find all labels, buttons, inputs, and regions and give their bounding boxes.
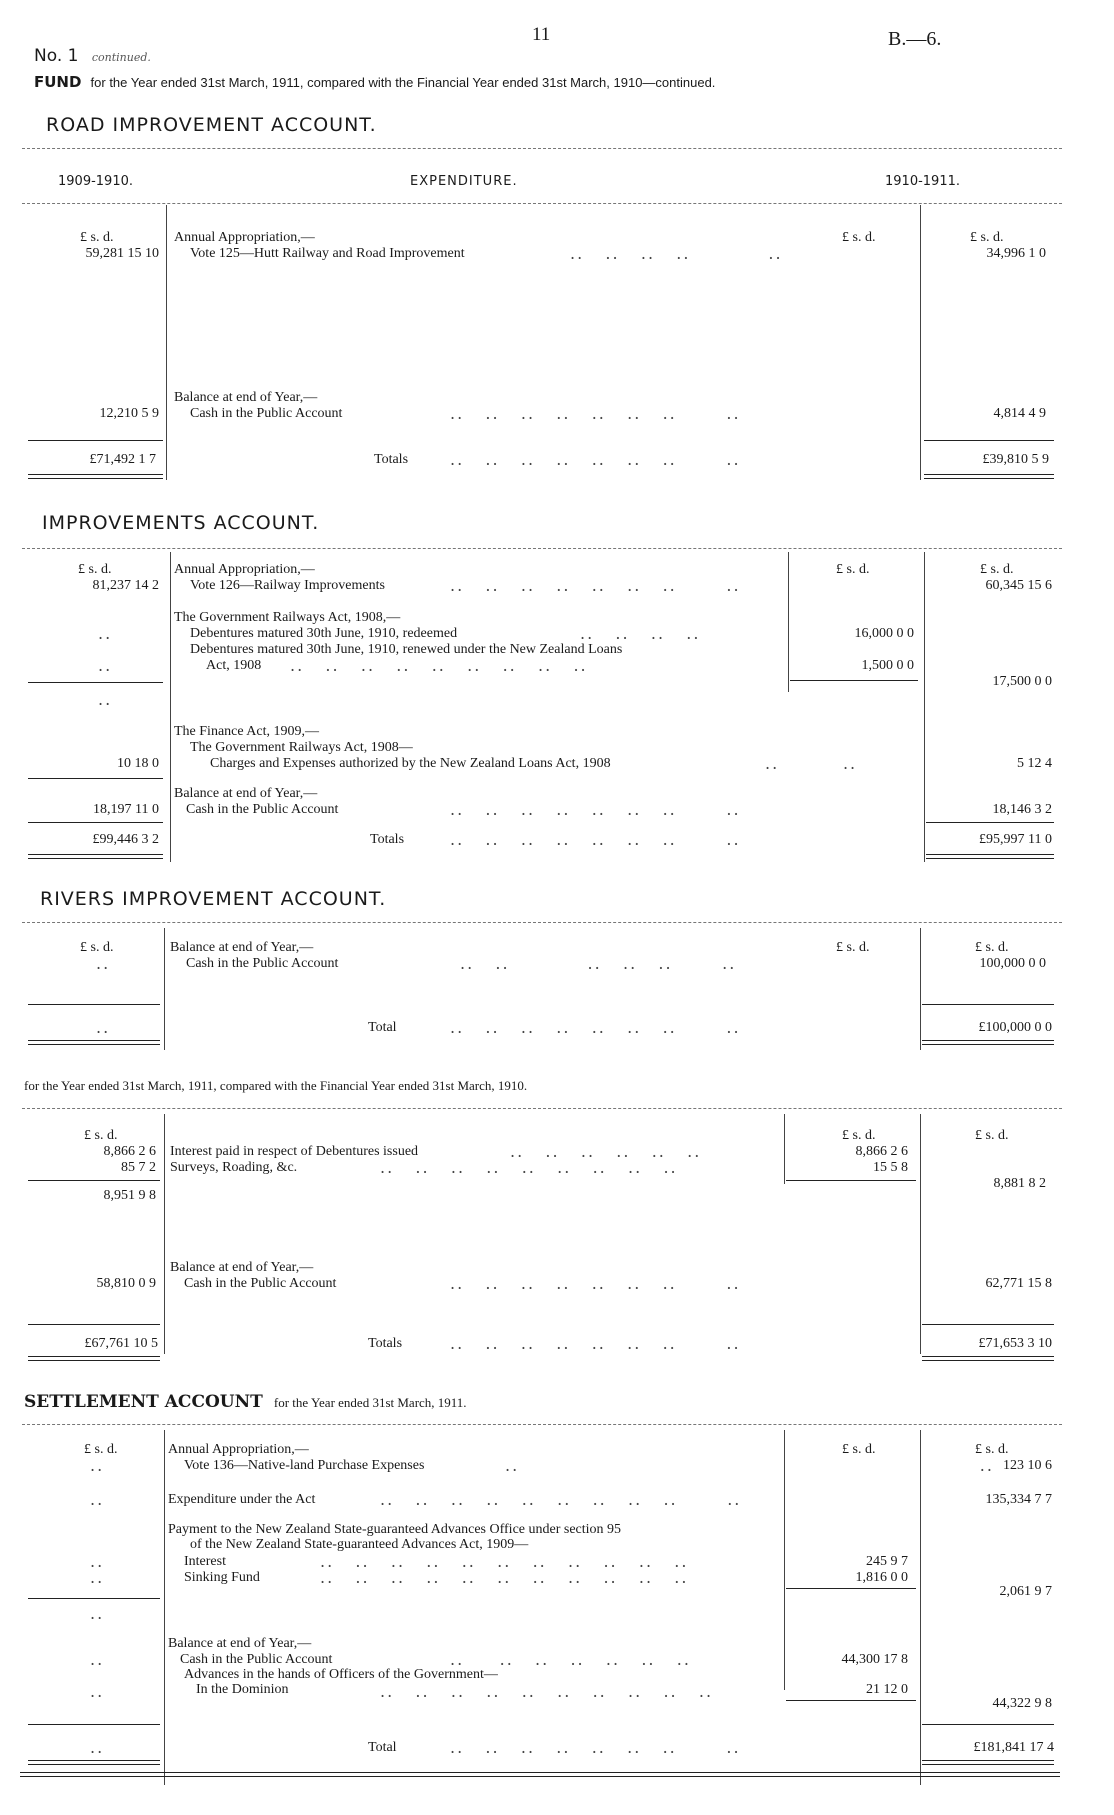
- improvements-total-curr: £95,997 11 0: [979, 832, 1052, 847]
- road-annual-appropriation: Annual Appropriation,—: [174, 230, 315, 245]
- improvements-total-prev: £99,446 3 2: [92, 832, 159, 847]
- section4-total-prev: £67,761 10 5: [84, 1336, 158, 1351]
- improvements-lsd-mid: £ s. d.: [836, 562, 870, 577]
- surveys-label: Surveys, Roading, &c.: [170, 1160, 298, 1175]
- road-balance-label: Balance at end of Year,—: [174, 390, 318, 405]
- payment-total: 2,061 9 7: [999, 1584, 1052, 1599]
- section4-cash-prev: 58,810 0 9: [96, 1276, 156, 1291]
- section4-cash-label: Cash in the Public Account: [184, 1276, 337, 1291]
- settlement-annual-appropriation: Annual Appropriation,—: [168, 1442, 309, 1457]
- section4-subtotal-curr: 8,881 8 2: [993, 1176, 1046, 1191]
- fund-heading: [34, 72, 715, 91]
- rivers-lsd-prev: £ s. d.: [80, 940, 114, 955]
- empty-marker: ..: [90, 1604, 105, 1623]
- sinking-fund-mid: 1,816 0 0: [855, 1570, 908, 1585]
- settlement-balance-label: Balance at end of Year,—: [168, 1636, 312, 1651]
- debentures-renewed-line1: Debentures matured 30th June, 1910, renewed under the New Zealand Loans: [190, 642, 623, 657]
- advances-label: Advances in the hands of Officers of the Government—: [184, 1667, 498, 1682]
- section4-balance-label: Balance at end of Year,—: [170, 1260, 314, 1275]
- section4-lsd-prev: £ s. d.: [84, 1128, 118, 1143]
- road-vote-curr: 34,996 1 0: [986, 246, 1046, 261]
- debentures-redeemed-amount: 16,000 0 0: [854, 626, 914, 641]
- rivers-lsd-curr: £ s. d.: [975, 940, 1009, 955]
- charges-label: Charges and Expenses authorized by the New Zealand Loans Act, 1908: [210, 756, 611, 771]
- interest-mid-settlement: 245 9 7: [866, 1554, 908, 1569]
- road-vote-label: Vote 125—Hutt Railway and Road Improvement: [190, 246, 465, 261]
- road-col-header-curr: 1910-1911.: [885, 174, 960, 189]
- empty-marker: ..: [90, 1552, 105, 1571]
- improvements-lsd-prev: £ s. d.: [78, 562, 112, 577]
- empty-marker: ..: [90, 1682, 105, 1701]
- improvements-account-title: IMPROVEMENTS ACCOUNT.: [42, 512, 320, 534]
- settlement-vote-label: Vote 136—Native-land Purchase Expenses: [184, 1458, 425, 1473]
- empty-marker: ..: [98, 690, 113, 709]
- payment-line-1: Payment to the New Zealand State-guaranteed Advances Office under section 95: [168, 1522, 622, 1537]
- settlement-account-title: SETTLEMENT ACCOUNT: [24, 1392, 263, 1412]
- improvements-totals-label: Totals: [370, 832, 405, 847]
- section4-heading: for the Year ended 31st March, 1911, compared with the Financial Year ended 31st March, 1910.: [24, 1078, 528, 1093]
- charges-prev: 10 18 0: [117, 756, 159, 771]
- road-col-header-prev: 1909-1910.: [58, 174, 133, 189]
- document-reference: B.—6.: [888, 28, 942, 50]
- rivers-total-label: Total: [368, 1020, 397, 1035]
- road-vote-prev: 59,281 15 10: [85, 246, 159, 261]
- debentures-renewed-line2: Act, 1908: [206, 658, 262, 673]
- rivers-balance-label: Balance at end of Year,—: [170, 940, 314, 955]
- fund-line: for the Year ended 31st March, 1911, compared with the Financial Year ended 31st March, 1910—continued.: [90, 75, 716, 90]
- statement-number-label: No. 1: [34, 46, 79, 66]
- section4-subtotal-prev: 8,951 9 8: [103, 1188, 156, 1203]
- improvements-balance-label: Balance at end of Year,—: [174, 786, 318, 801]
- rivers-total-prev: ..: [96, 1018, 111, 1037]
- fund-word: FUND: [34, 73, 82, 91]
- sinking-fund-label: Sinking Fund: [184, 1570, 260, 1585]
- surveys-prev: 85 7 2: [121, 1160, 156, 1175]
- empty-marker: ..: [90, 1568, 105, 1587]
- improvements-cash-curr: 18,146 3 2: [992, 802, 1052, 817]
- improvements-vote-curr: 60,345 15 6: [985, 578, 1052, 593]
- empty-marker: ..: [90, 1650, 105, 1669]
- road-total-curr: £39,810 5 9: [982, 452, 1049, 467]
- interest-prev: 8,866 2 6: [103, 1144, 156, 1159]
- empty-marker: ..: [98, 656, 113, 675]
- debentures-total: 17,500 0 0: [992, 674, 1052, 689]
- section4-lsd-mid: £ s. d.: [842, 1128, 876, 1143]
- empty-marker: ..: [90, 1738, 105, 1757]
- section4-total-curr: £71,653 3 10: [978, 1336, 1052, 1351]
- interest-mid: 8,866 2 6: [855, 1144, 908, 1159]
- settlement-vote-curr: 123 10 6: [1003, 1458, 1052, 1473]
- government-railways-act: The Government Railways Act, 1908,—: [174, 610, 401, 625]
- debentures-redeemed: Debentures matured 30th June, 1910, redeemed: [190, 626, 458, 641]
- settlement-lsd-prev: £ s. d.: [84, 1442, 118, 1457]
- continued-note: continued.: [91, 51, 151, 64]
- debentures-renewed-amount: 1,500 0 0: [861, 658, 914, 673]
- rivers-account-title: RIVERS IMPROVEMENT ACCOUNT.: [40, 888, 387, 910]
- road-lsd-prev: £ s. d.: [80, 230, 114, 245]
- settlement-cash-label: Cash in the Public Account: [180, 1652, 333, 1667]
- improvements-annual-appropriation: Annual Appropriation,—: [174, 562, 315, 577]
- settlement-total-curr: £181,841 17 4: [973, 1740, 1054, 1755]
- balance-total: 44,322 9 8: [992, 1696, 1052, 1711]
- road-lsd-curr: £ s. d.: [970, 230, 1004, 245]
- road-col-header-expenditure: EXPENDITURE.: [410, 174, 518, 189]
- rivers-total-curr: £100,000 0 0: [978, 1020, 1052, 1035]
- section4-cash-curr: 62,771 15 8: [985, 1276, 1052, 1291]
- settlement-subtitle: for the Year ended 31st March, 1911.: [273, 1395, 467, 1410]
- rivers-lsd-mid: £ s. d.: [836, 940, 870, 955]
- empty-marker: ..: [90, 1490, 105, 1509]
- road-account-title: ROAD IMPROVEMENT ACCOUNT.: [46, 114, 377, 136]
- improvements-lsd-curr: £ s. d.: [980, 562, 1014, 577]
- settlement-total-label: Total: [368, 1740, 397, 1755]
- road-cash-curr: 4,814 4 9: [993, 406, 1046, 421]
- expenditure-curr: 135,334 7 7: [985, 1492, 1052, 1507]
- statement-number: [34, 46, 151, 66]
- rivers-cash-label: Cash in the Public Account: [186, 956, 339, 971]
- settlement-cash-mid: 44,300 17 8: [841, 1652, 908, 1667]
- interest-label: Interest paid in respect of Debentures issued: [170, 1144, 419, 1159]
- road-totals-label: Totals: [374, 452, 409, 467]
- finance-act: The Finance Act, 1909,—: [174, 724, 320, 739]
- empty-marker: ..: [98, 624, 113, 643]
- settlement-heading: [24, 1392, 467, 1412]
- in-the-dominion-label: In the Dominion: [196, 1682, 289, 1697]
- interest-label-settlement: Interest: [184, 1554, 226, 1569]
- improvements-cash-prev: 18,197 11 0: [93, 802, 159, 817]
- empty-marker: ..: [90, 1456, 105, 1475]
- surveys-mid: 15 5 8: [873, 1160, 908, 1175]
- road-cash-label: Cash in the Public Account: [190, 406, 343, 421]
- improvements-vote-label: Vote 126—Railway Improvements: [190, 578, 385, 593]
- improvements-cash-label: Cash in the Public Account: [186, 802, 339, 817]
- road-total-prev: £71,492 1 7: [89, 452, 156, 467]
- government-railways-act-2: The Government Railways Act, 1908—: [190, 740, 413, 755]
- settlement-lsd-mid: £ s. d.: [842, 1442, 876, 1457]
- road-lsd-mid: £ s. d.: [842, 230, 876, 245]
- improvements-vote-prev: 81,237 14 2: [92, 578, 159, 593]
- page-number: 11: [532, 24, 551, 45]
- expenditure-under-act: Expenditure under the Act: [168, 1492, 316, 1507]
- section4-totals-label: Totals: [368, 1336, 403, 1351]
- charges-curr: 5 12 4: [1017, 756, 1052, 771]
- road-cash-prev: 12,210 5 9: [99, 406, 159, 421]
- section4-lsd-curr: £ s. d.: [975, 1128, 1009, 1143]
- rivers-cash-prev: ..: [96, 954, 111, 973]
- in-the-dominion-mid: 21 12 0: [866, 1682, 908, 1697]
- payment-line-2: of the New Zealand State-guaranteed Advances Act, 1909—: [190, 1537, 529, 1552]
- rivers-cash-curr: 100,000 0 0: [979, 956, 1046, 971]
- settlement-lsd-curr: £ s. d.: [975, 1442, 1009, 1457]
